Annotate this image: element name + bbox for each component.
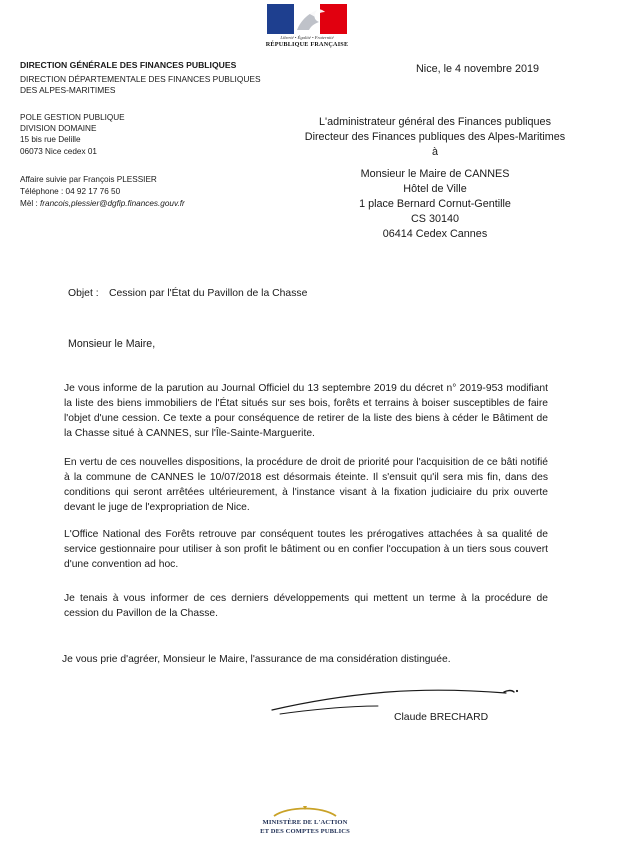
closing-formula: Je vous prie d'agréer, Monsieur le Maire, l'assurance de ma considération distinguée. <box>62 654 451 665</box>
sender-phone: Téléphone : 04 92 17 76 50 <box>20 187 121 197</box>
sender-street: 15 bis rue Delille <box>20 135 81 145</box>
salutation: Monsieur le Maire, <box>68 338 156 350</box>
signer-name: Claude BRECHARD <box>394 712 489 723</box>
ministry-arc-icon <box>270 804 340 818</box>
sender-email-line <box>20 198 185 210</box>
sender-email[interactable]: francois,plessier@dgfip.finances.gouv.fr <box>40 199 185 209</box>
subject-label: Objet : <box>68 288 99 299</box>
sender-address <box>20 112 125 157</box>
direction-departementale-line2: DES ALPES-MARITIMES <box>20 85 116 95</box>
recipient-building: Hôtel de Ville <box>403 182 467 195</box>
ministry-line1: MINISTÈRE DE L'ACTION <box>262 819 348 826</box>
body-paragraph: Je tenais à vous informer de ces derniers développements qui mettent un terme à la procédure de cession du Pavillon de la Chasse. <box>64 593 548 619</box>
email-label: Mèl : <box>20 199 41 209</box>
recipient-cs: CS 30140 <box>410 213 460 226</box>
body-paragraph: Je vous informe de la parution au Journal Officiel du 13 septembre 2019 du décret n° 2019-953 modifiant la liste des biens immobiliers de l'État situés sur ses bois, forêts et terrains à boiser susceptibles de faire l'objet d'une cession. Ce texte a pour conséquence de retirer de la liste des biens à céder le Bâtiment de la Chasse situé à CANNES, sur l'Île-Sainte-Marguerite. <box>64 383 548 439</box>
author-title-2: Directeur des Finances publiques des Alpes-Maritimes <box>304 131 566 144</box>
direction-generale: DIRECTION GÉNÉRALE DES FINANCES PUBLIQUES <box>20 60 237 70</box>
subject-text: Cession par l'État du Pavillon de la Chasse <box>109 288 308 299</box>
affaire-suivie: Affaire suivie par François PLESSIER <box>20 175 157 184</box>
recipient-name: Monsieur le Maire de CANNES <box>360 167 510 180</box>
letter-date: Nice, le 4 novembre 2019 <box>416 63 540 75</box>
to-word: à <box>431 146 438 159</box>
pole-label: POLE GESTION PUBLIQUE <box>20 113 125 122</box>
body-paragraph: En vertu de ces nouvelles dispositions, la procédure de droit de priorité pour l'acquisition de ce bâti notifié à la commune de CANNES le 10/07/2018 est désormais éteinte. Il s'ensuit qu'il sera mis fin, dans des conditions qui seront arrêtées ultérieurement, à l'instance visant à la fixation judiciaire du prix ouverte devant le juge de l'expropriation de Nice. <box>64 457 548 513</box>
republique-francaise-logo <box>264 4 350 48</box>
sender-contact <box>20 174 185 211</box>
subject-line <box>68 288 307 299</box>
recipient-block <box>272 115 598 243</box>
republic-name: RÉPUBLIQUE FRANÇAISE <box>265 41 349 48</box>
direction-departementale-line1: DIRECTION DÉPARTEMENTALE DES FINANCES PUBLIQUES <box>20 74 261 84</box>
ministry-line2: ET DES COMPTES PUBLICS <box>260 828 350 835</box>
republic-motto: Liberté • Égalité • Fraternité <box>280 35 334 40</box>
sender-city: 06073 Nice cedex 01 <box>20 146 97 156</box>
recipient-city: 06414 Cedex Cannes <box>382 228 488 241</box>
division-label: DIVISION DOMAINE <box>20 124 97 134</box>
ministry-logo <box>240 804 370 836</box>
author-title-1: L'administrateur général des Finances publiques <box>319 116 551 128</box>
recipient-street: 1 place Bernard Cornut-Gentille <box>359 198 511 211</box>
direction-departementale <box>20 74 275 96</box>
body-paragraph: L'Office National des Forêts retrouve par conséquent toutes les prérogatives attachées à sa qualité de service gestionnaire pour utiliser à son profit le bâtiment ou en confier l'occupation à un tiers sous couvert d'une convention ad hoc. <box>64 529 548 570</box>
marianne-flag-icon <box>267 4 347 34</box>
